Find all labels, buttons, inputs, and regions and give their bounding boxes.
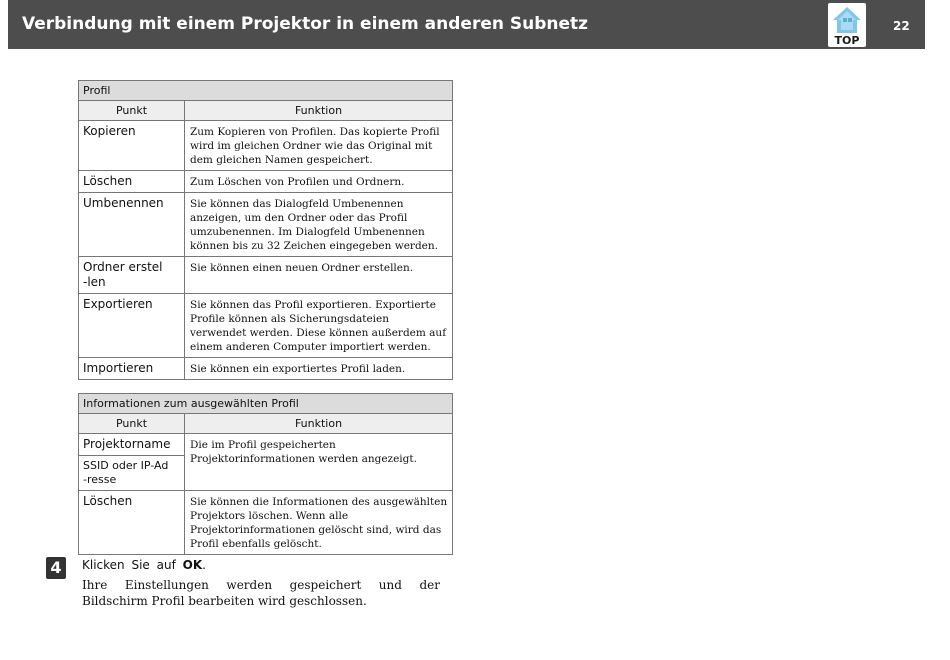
table-row [79, 358, 453, 380]
table-row [79, 121, 453, 171]
row-item: Umbenennen [79, 193, 185, 257]
row-item: Löschen [79, 171, 185, 193]
table-row [79, 193, 453, 257]
row-item-text: SSID oder IP-Ad-resse [83, 459, 169, 486]
table-row [79, 257, 453, 294]
row-item: Importieren [79, 358, 185, 380]
column-header-item: Punkt [79, 101, 185, 121]
table-caption: Profil [79, 81, 453, 101]
row-description: Sie können ein exportiertes Profil laden. [185, 358, 453, 380]
step-prefix: Klicken Sie auf [82, 558, 176, 572]
row-item-text: Ordner erstel-len [83, 260, 163, 289]
step-number-badge: 4 [46, 557, 66, 579]
page-number: 22 [893, 19, 910, 33]
row-item: Projektorname [79, 434, 185, 456]
profile-table [78, 80, 453, 380]
column-header-item: Punkt [79, 414, 185, 434]
row-description: Zum Löschen von Profilen und Ordnern. [185, 171, 453, 193]
top-label: TOP [834, 34, 860, 47]
row-item [79, 456, 185, 491]
column-header-function: Funktion [185, 414, 453, 434]
column-header-function: Funktion [185, 101, 453, 121]
ok-button-label: OK [182, 558, 203, 572]
row-description: Sie können das Dialogfeld Umbenennen anzeigen, um den Ordner oder das Profil umzubenennen. Im Dialogfeld Umbenennen können bis zu 32 Zeichen eingegeben werden. [185, 193, 453, 257]
row-item: Exportieren [79, 294, 185, 358]
table-row [79, 294, 453, 358]
row-item [79, 257, 185, 294]
table-row [79, 171, 453, 193]
selected-profile-table [78, 393, 453, 555]
row-description: Die im Profil gespeicherten Projektorinformationen werden angezeigt. [185, 434, 453, 491]
top-button[interactable] [828, 3, 866, 47]
page-title: Verbindung mit einem Projektor in einem anderen Subnetz [22, 14, 589, 34]
page-header [8, 0, 925, 49]
step-description: Ihre Einstellungen werden gespeichert und der Bildschirm Profil bearbeiten wird geschlossen. [82, 578, 440, 608]
table-caption: Informationen zum ausgewählten Profil [79, 394, 453, 414]
row-description: Sie können das Profil exportieren. Exportierte Profile können als Sicherungsdateien verwendet werden. Diese können außerdem auf einem anderen Computer importiert werden. [185, 294, 453, 358]
row-item: Kopieren [79, 121, 185, 171]
step-instruction [82, 558, 206, 572]
home-icon [832, 6, 862, 34]
row-description: Sie können die Informationen des ausgewählten Projektors löschen. Wenn alle Projektorinformationen gelöscht sind, wird das Profil ebenfalls gelöscht. [185, 491, 453, 555]
step-suffix: . [202, 558, 206, 572]
row-description: Zum Kopieren von Profilen. Das kopierte Profil wird im gleichen Ordner wie das Original mit dem gleichen Namen gespeichert. [185, 121, 453, 171]
table-row [79, 434, 453, 456]
row-description: Sie können einen neuen Ordner erstellen. [185, 257, 453, 294]
row-item: Löschen [79, 491, 185, 555]
table-row [79, 491, 453, 555]
